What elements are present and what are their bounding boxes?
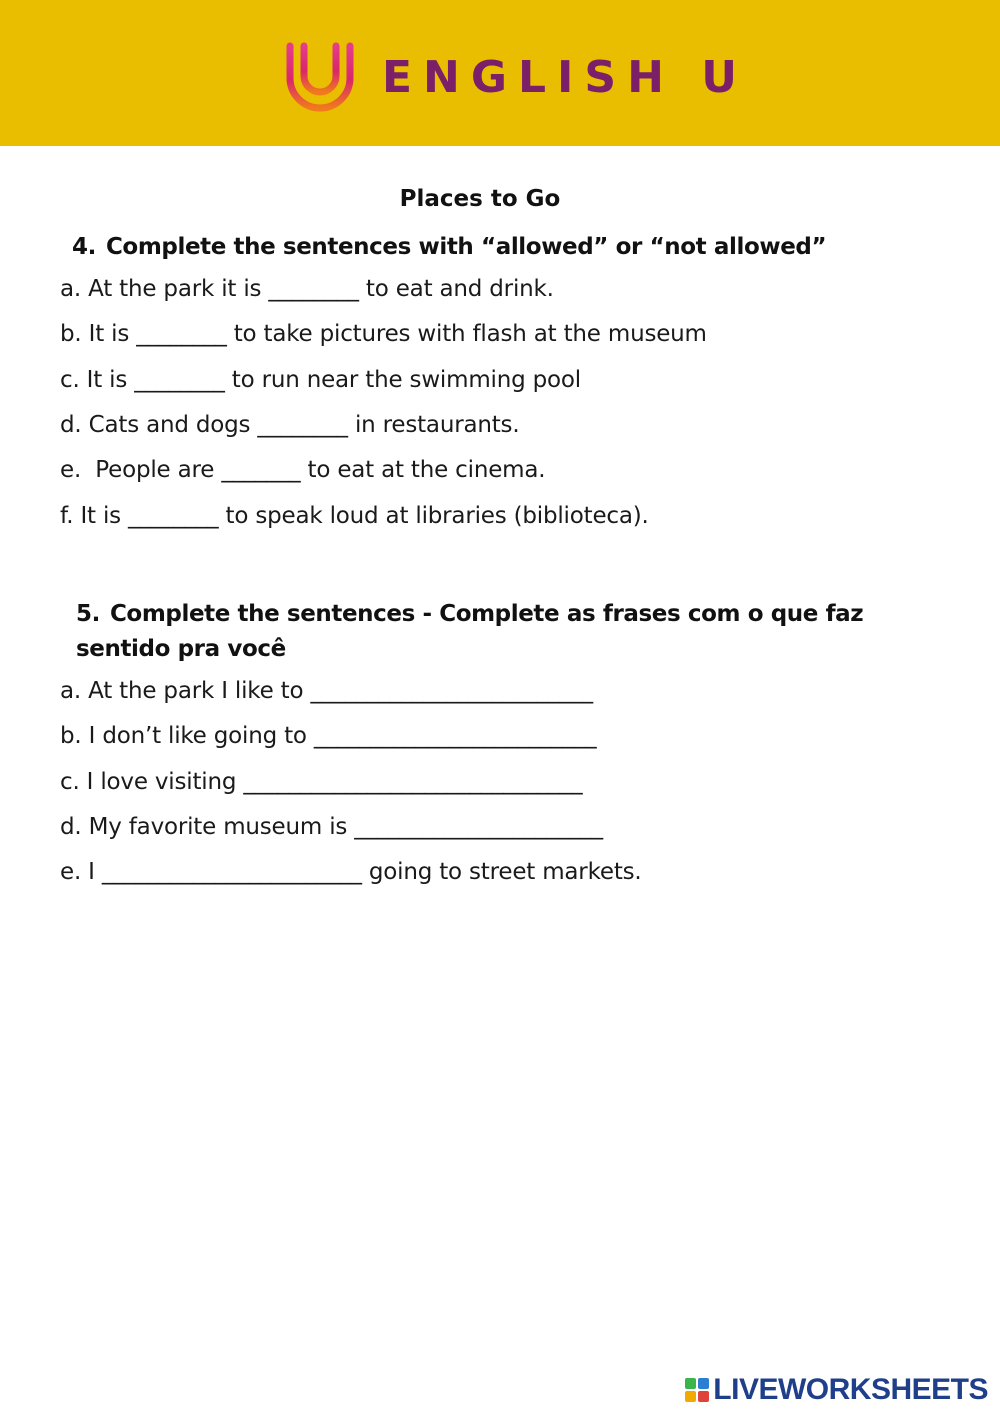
liveworksheets-icon [684,1377,710,1403]
exercise-4e[interactable]: e. People are _______ to eat at the cinema. [60,457,546,483]
brand-name: ENGLISH U [382,52,748,103]
section-5-heading [76,597,926,667]
exercise-4a[interactable]: a. At the park it is ________ to eat and drink. [60,276,554,302]
page-title: Places to Go [399,186,561,212]
liveworksheets-brand: LIVEWORKSHEETS [713,1373,988,1406]
exercise-4f[interactable]: f. It is ________ to speak loud at libraries (biblioteca). [60,503,649,529]
section-5-instruction: Complete the sentences - Complete as frases com o que faz sentido pra você [76,601,864,662]
u-logo-icon [284,40,356,112]
exercise-5c[interactable]: c. I love visiting ______________________________ [60,769,583,795]
exercise-5b[interactable]: b. I don’t like going to _________________________ [60,723,597,749]
exercise-4b[interactable]: b. It is ________ to take pictures with flash at the museum [60,321,707,347]
section-5-number: 5. [76,601,100,627]
section-4-number: 4. [72,234,96,260]
exercise-4c[interactable]: c. It is ________ to run near the swimming pool [60,367,581,393]
exercise-5e[interactable]: e. I _______________________ going to street markets. [60,859,642,885]
header-banner [0,0,1000,146]
liveworksheets-watermark [684,1372,988,1408]
section-4-heading [72,230,826,265]
section-4-instruction: Complete the sentences with “allowed” or “not allowed” [105,234,827,260]
exercise-4d[interactable]: d. Cats and dogs ________ in restaurants. [60,412,520,438]
exercise-5d[interactable]: d. My favorite museum is ______________________ [60,814,603,840]
exercise-5a[interactable]: a. At the park I like to _________________________ [60,678,593,704]
